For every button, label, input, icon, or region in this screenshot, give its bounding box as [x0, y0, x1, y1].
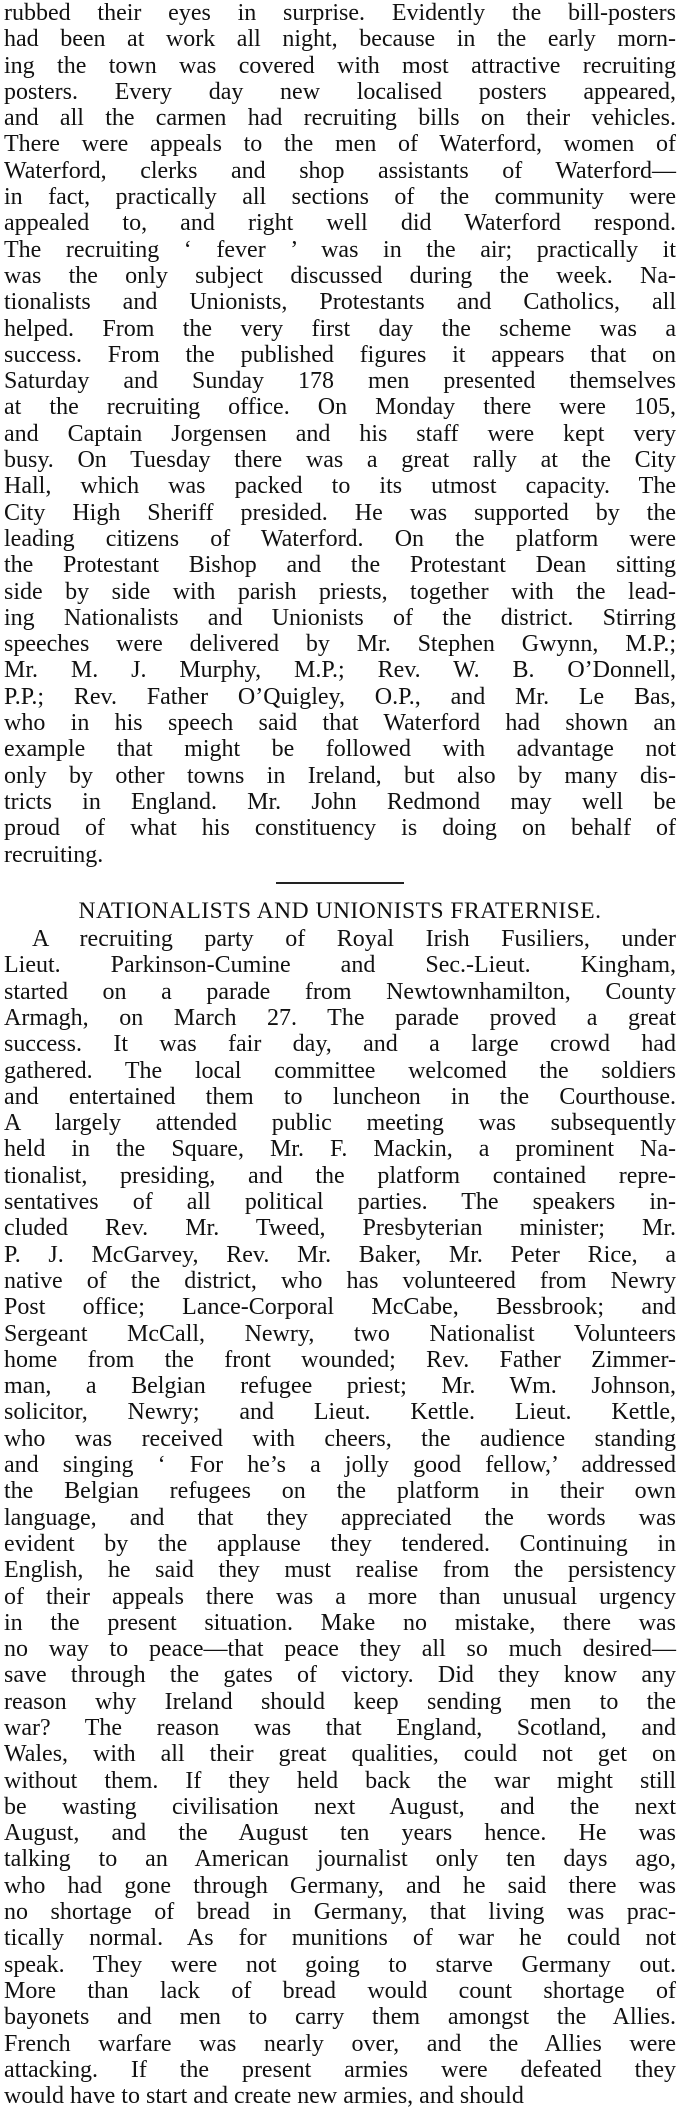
text-line: war? The reason was that England, Scotland, and [4, 1715, 676, 1741]
text-line: attacking. If the present armies were defeated they [4, 2056, 676, 2083]
text-line: Lieut. Parkinson-Cumine and Sec.-Lieut. Kingham, [4, 952, 676, 979]
text-line: would have to start and create new armies, and should [4, 2083, 524, 2109]
section-heading: NATIONALISTS AND UNIONISTS FRATERNISE. [78, 897, 602, 924]
text-line: August, and the August ten years hence. He was [4, 1820, 676, 1847]
text-line: who in his speech said that Waterford had shown an [4, 710, 676, 737]
text-line: who had gone through Germany, and he said there was [4, 1872, 676, 1899]
text-line: reason why Ireland should keep sending men to the [4, 1688, 676, 1715]
text-line: only by other towns in Ireland, but also by many dis- [4, 762, 676, 789]
text-line: Hall, which was packed to its utmost capacity. The [4, 473, 676, 500]
text-line: proud of what his constituency is doing on behalf of [4, 815, 676, 842]
text-line: A recruiting party of Royal Irish Fusiliers, under [32, 926, 676, 953]
text-line: helped. From the very first day the scheme was a [4, 315, 676, 342]
text-line: be wasting civilisation next August, and the next [4, 1793, 676, 1820]
text-line: at the recruiting office. On Monday there were 105, [4, 394, 676, 421]
text-line: There were appeals to the men of Waterford, women of [4, 131, 676, 158]
text-line: native of the district, who has volunteered from Newry [4, 1267, 676, 1294]
text-line: solicitor, Newry; and Lieut. Kettle. Lieut. Kettle, [4, 1399, 676, 1426]
text-line: More than lack of bread would count shortage of [4, 1977, 676, 2004]
text-line: side by side with parish priests, together with the lead- [4, 578, 676, 605]
text-line: ing Nationalists and Unionists of the district. Stirring [4, 604, 676, 631]
text-line: man, a Belgian refugee priest; Mr. Wm. Johnson, [4, 1373, 676, 1400]
text-line: City High Sheriff presided. He was supported by the [4, 499, 676, 526]
text-line: tricts in England. Mr. John Redmond may well be [4, 788, 676, 815]
text-line: started on a parade from Newtownhamilton, County [4, 978, 676, 1005]
text-line: and Captain Jorgensen and his staff were kept very [4, 420, 676, 447]
text-line: cluded Rev. Mr. Tweed, Presbyterian minister; Mr. [4, 1215, 676, 1242]
article-paragraph-waterford [4, 0, 676, 868]
text-line: French warfare was nearly over, and the Allies were [4, 2030, 676, 2057]
text-line: save through the gates of victory. Did they know any [4, 1662, 676, 1689]
text-line: example that might be followed with advantage not [4, 736, 676, 763]
text-line: had been at work all night, because in the early morn- [4, 26, 676, 53]
article-paragraph-newtownhamilton [4, 926, 676, 2109]
text-line: The recruiting ‘ fever ’ was in the air; practically it [4, 236, 676, 263]
text-line: rubbed their eyes in surprise. Evidently the bill-posters [4, 0, 676, 26]
text-line: the Protestant Bishop and the Protestant Dean sitting [4, 552, 676, 579]
text-line: busy. On Tuesday there was a great rally at the City [4, 447, 676, 474]
text-line: Wales, with all their great qualities, could not get on [4, 1741, 676, 1768]
text-line: Waterford, clerks and shop assistants of Waterford— [4, 157, 676, 184]
text-line: speak. They were not going to starve Germany out. [4, 1951, 676, 1978]
text-line: without them. If they held back the war might still [4, 1767, 676, 1794]
text-line: tionalist, presiding, and the platform contained repre- [4, 1162, 676, 1189]
text-line: held in the Square, Mr. F. Mackin, a prominent Na- [4, 1136, 676, 1163]
text-line: A largely attended public meeting was subsequently [4, 1110, 676, 1137]
text-line: Sergeant McCall, Newry, two Nationalist Volunteers [4, 1320, 676, 1347]
text-line: Post office; Lance-Corporal McCabe, Bessbrook; and [4, 1294, 676, 1321]
text-line: Saturday and Sunday 178 men presented themselves [4, 368, 676, 395]
text-line: success. From the published figures it appears that on [4, 341, 676, 368]
text-line: recruiting. [4, 841, 104, 868]
text-line: leading citizens of Waterford. On the platform were [4, 525, 676, 552]
text-line: talking to an American journalist only ten days ago, [4, 1846, 676, 1873]
text-line: posters. Every day new localised posters appeared, [4, 78, 676, 105]
text-line: tionalists and Unionists, Protestants and Catholics, all [4, 289, 676, 316]
text-line: of their appeals there was a more than unusual urgency [4, 1583, 676, 1610]
text-line: and entertained them to luncheon in the Courthouse. [4, 1083, 676, 1110]
text-line: was the only subject discussed during the week. Na- [4, 262, 676, 289]
text-line: P. J. McGarvey, Rev. Mr. Baker, Mr. Peter Rice, a [4, 1241, 676, 1268]
text-line: speeches were delivered by Mr. Stephen Gwynn, M.P.; [4, 631, 676, 658]
text-line: Armagh, on March 27. The parade proved a great [4, 1004, 676, 1031]
text-line: evident by the applause they tendered. Continuing in [4, 1530, 676, 1557]
text-line: ing the town was covered with most attractive recruiting [4, 52, 676, 79]
text-line: language, and that they appreciated the words was [4, 1504, 676, 1531]
text-line: gathered. The local committee welcomed the soldiers [4, 1057, 676, 1084]
text-line: tically normal. As for munitions of war he could not [4, 1925, 676, 1952]
text-line: Mr. M. J. Murphy, M.P.; Rev. W. B. O’Donnell, [4, 657, 676, 684]
text-line: English, he said they must realise from the persistency [4, 1557, 676, 1584]
text-line: the Belgian refugees on the platform in their own [4, 1478, 676, 1505]
text-line: sentatives of all political parties. The speakers in- [4, 1189, 676, 1216]
section-divider [276, 882, 404, 884]
text-line: home from the front wounded; Rev. Father Zimmer- [4, 1346, 676, 1373]
text-line: and all the carmen had recruiting bills on their vehicles. [4, 105, 676, 132]
text-line: appealed to, and right well did Waterford respond. [4, 210, 676, 237]
text-line: P.P.; Rev. Father O’Quigley, O.P., and Mr. Le Bas, [4, 683, 676, 710]
text-line: no shortage of bread in Germany, that living was prac- [4, 1899, 676, 1926]
text-line: bayonets and men to carry them amongst the Allies. [4, 2004, 676, 2031]
text-line: in fact, practically all sections of the community were [4, 184, 676, 211]
text-line: in the present situation. Make no mistake, there was [4, 1609, 676, 1636]
text-line: and singing ‘ For he’s a jolly good fellow,’ addressed [4, 1452, 676, 1479]
text-line: who was received with cheers, the audience standing [4, 1425, 676, 1452]
text-line: success. It was fair day, and a large crowd had [4, 1031, 676, 1058]
text-line: no way to peace—that peace they all so much desired— [4, 1636, 676, 1663]
